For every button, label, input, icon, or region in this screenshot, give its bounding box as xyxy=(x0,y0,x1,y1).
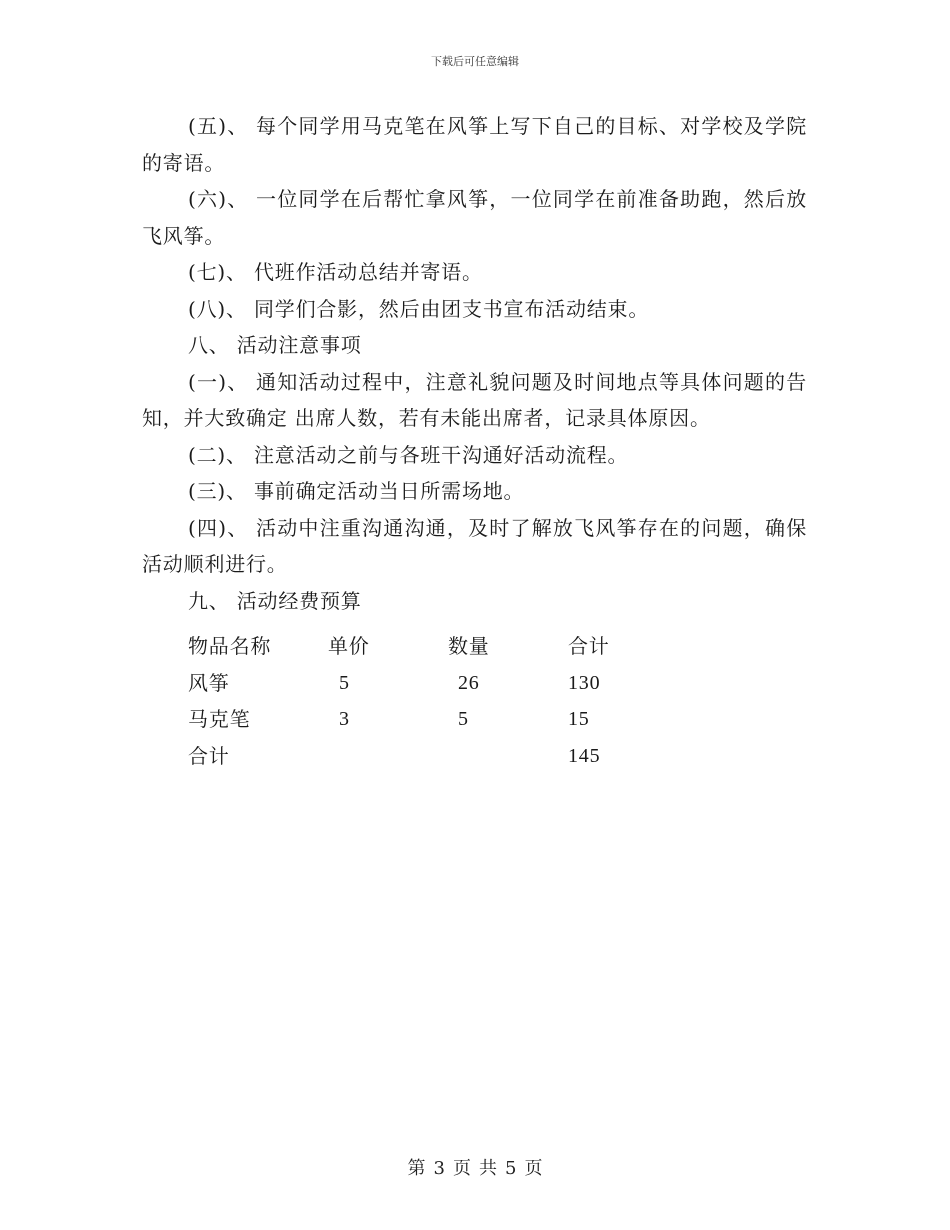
cell-item-name: 风筝 xyxy=(188,670,230,695)
paragraph: (六)、 一位同学在后帮忙拿风筝，一位同学在前准备助跑，然后放飞风筝。 xyxy=(142,187,807,248)
section-heading: 九、 活动经费预算 xyxy=(188,588,362,613)
section-heading: 八、 活动注意事项 xyxy=(188,333,362,357)
budget-table xyxy=(188,628,748,774)
current-page-number: 3 xyxy=(433,1158,445,1179)
table-row xyxy=(188,738,748,775)
cell-item-name: 马克笔 xyxy=(188,707,251,731)
paragraph: (三)、 事前确定活动当日所需场地。 xyxy=(188,479,525,503)
footer-label-ye-2: 页 xyxy=(524,1158,543,1179)
header-quantity: 数量 xyxy=(448,634,490,658)
paragraph: (五)、 每个同学用马克笔在风筝上写下自己的目标、对学校及学院的寄语。 xyxy=(142,114,807,175)
table-row xyxy=(188,665,748,702)
paragraph: (一)、 通知活动过程中，注意礼貌问题及时间地点等具体问题的告知，并大致确定 出席人数，若有未能出席者，记录具体原因。 xyxy=(142,369,807,430)
paragraph: (四)、 活动中注重沟通沟通，及时了解放飞风筝存在的问题，确保活动顺利进行。 xyxy=(142,515,807,576)
cell-item-name: 合计 xyxy=(188,743,230,768)
header-item-name: 物品名称 xyxy=(188,634,272,658)
header-note: 下载后可任意编辑 xyxy=(431,55,519,68)
header-unit-price: 单价 xyxy=(328,634,370,658)
cell-unit-price: 3 xyxy=(339,708,350,730)
footer-label-ye: 页 xyxy=(453,1158,471,1179)
paragraph: (八)、 同学们合影，然后由团支书宣布活动结束。 xyxy=(188,296,650,321)
cell-quantity: 5 xyxy=(458,708,469,730)
table-row xyxy=(188,701,748,738)
page-footer xyxy=(0,1154,950,1180)
total-page-number: 5 xyxy=(505,1158,517,1179)
table-header-row xyxy=(188,628,748,665)
cell-unit-price: 5 xyxy=(339,671,350,694)
paragraph: (二)、 注意活动之前与各班干沟通好活动流程。 xyxy=(188,442,629,467)
cell-total: 15 xyxy=(568,708,590,730)
header-total: 合计 xyxy=(568,634,610,658)
footer-label-gong: 共 xyxy=(479,1158,497,1179)
cell-quantity: 26 xyxy=(458,671,480,694)
footer-label-di: 第 xyxy=(407,1158,426,1179)
document-body xyxy=(142,108,807,619)
cell-total: 130 xyxy=(568,671,601,694)
cell-total: 145 xyxy=(568,744,601,767)
paragraph: (七)、 代班作活动总结并寄语。 xyxy=(188,260,483,284)
